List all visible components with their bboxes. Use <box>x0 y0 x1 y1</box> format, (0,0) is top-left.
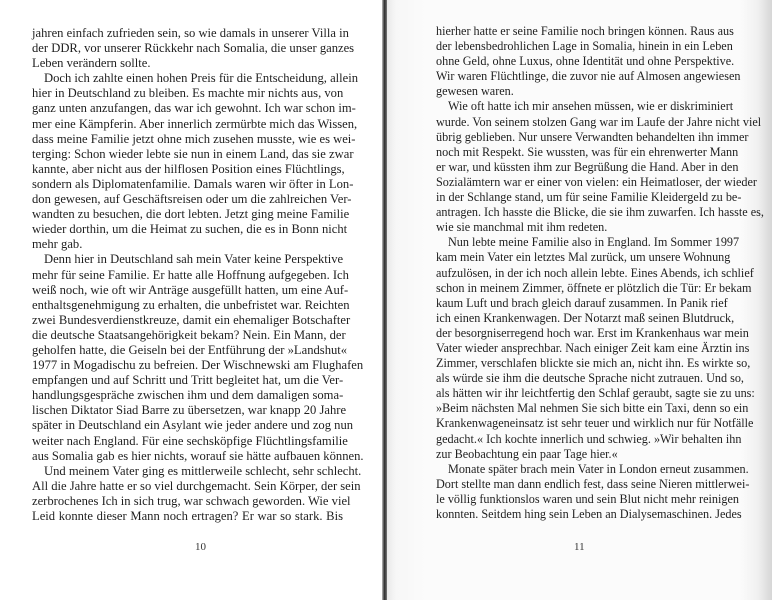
text-line: der besorgniserregend hoch war. Erst im Krankenhaus war mein <box>436 325 749 340</box>
text-line: le völlig funktionslos waren und sein Blut nicht mehr reinigen <box>436 491 739 506</box>
text-line: wie sie manchmal mit ihm redeten. <box>436 220 608 235</box>
text-line: Wir waren Flüchtlinge, die zuvor nie auf Almosen angewiesen <box>436 69 741 84</box>
book-spine <box>382 0 387 600</box>
text-line: sondern als Diplomatenfamilie. Damals waren wir öfter in Lon- <box>32 176 354 191</box>
text-line: übrig geblieben. Nur unsere Verwandten behandelten ihn immer <box>436 129 749 144</box>
text-line: don gewesen, auf Geschäftsreisen oder um die zahlreichen Ver- <box>32 192 352 207</box>
text-line: lischen Diktator Siad Barre zu übersetzen, war knapp 20 Jahre <box>32 403 347 418</box>
text-line: enthaltsgenehmigung zu erhalten, die unbefristet war. Reichten <box>32 297 350 312</box>
text-line: der DDR, vor unserer Rückkehr nach Somalia, die unser ganzes <box>32 41 355 56</box>
text-line: konnten. Seitdem hing sein Leben an Dialysemaschinen. Jedes <box>436 507 742 521</box>
text-line: »Beim nächsten Mal nehmen Sie sich bitte ein Taxi, denn so ein <box>436 401 749 416</box>
text-line: weiß noch, wie oft wir Anträge ausgefüllt hatten, um eine Auf- <box>32 282 349 297</box>
text-line: als hätten wir ihr leichtfertig den Schlaf geraubt, sagte sie zu uns: <box>436 386 755 401</box>
text-line: der lebensbedrohlichen Lage in Somalia, hinein in ein Leben <box>436 39 733 54</box>
text-line: Leid konnte dieser Mann noch ertragen? Er war so stark. Bis <box>32 509 343 523</box>
text-line: mer eine Kämpferin. Aber innerlich zermürbte mich das Wissen, <box>32 116 358 131</box>
text-line: mehr für seine Familie. Er hatte alle Hoffnung aufgegeben. Ich <box>32 267 349 282</box>
text-line: Doch ich zahlte einen hohen Preis für die Entscheidung, allein <box>44 71 359 86</box>
text-line: die deutsche Staatsangehörigkeit bekam? Nein. Ein Mann, der <box>32 327 346 342</box>
text-line: noch mit Respekt. Sie wussten, was für ein ehrenwerter Mann <box>436 144 739 159</box>
text-line: ganz unten anzufangen, das war ich gewohnt. Ich war schon im- <box>32 101 356 116</box>
text-line: kaum Luft und brach gleich darauf zusammen. In Panik rief <box>436 295 728 310</box>
text-line: empfangen und auf Schritt und Tritt begleitet hat, um die Ver- <box>32 373 344 388</box>
text-line: Dort stellte man dann endlich fest, dass seine Nieren mittlerwei- <box>436 476 750 491</box>
text-line: wandten zu besuchen, die dort lebten. Jetzt ging meine Familie <box>32 207 350 222</box>
text-line: gewesen waren. <box>436 84 514 99</box>
right-page-text <box>436 24 764 522</box>
text-line: Wie oft hatte ich mir ansehen müssen, wie er diskriminiert <box>448 99 734 114</box>
text-line: wurde. Von seinem stolzen Gang war im Laufe der Jahre nicht viel <box>436 114 762 129</box>
text-line: als würde sie ihm die deutsche Sprache nicht zutrauen. Und so, <box>436 371 744 386</box>
text-line: antragen. Ich hasste die Blicke, die sie ihm zuwarfen. Ich hasste es, <box>436 205 764 220</box>
text-line: hier in Deutschland zu bleiben. Es machte mir nichts aus, von <box>32 86 344 101</box>
text-line: zur Beobachtung ein paar Tage hier.« <box>436 446 618 461</box>
text-line: All die Jahre hatte er so viel durchgemacht. Sein Körper, der sein <box>32 478 361 493</box>
left-page-text <box>32 26 364 524</box>
text-line: terging: Schon wieder lebte sie nun in einem Land, das sie zwar <box>32 146 354 161</box>
text-line: Monate später brach mein Vater in London erneut zusammen. <box>448 461 749 476</box>
page-number-left: 10 <box>195 541 206 553</box>
text-line: Und meinem Vater ging es mittlerweile schlecht, sehr schlecht. <box>44 463 362 478</box>
text-line: schon in meinem Zimmer, öffnete er plötzlich die Tür: Er bekam <box>436 280 752 295</box>
text-line: 1977 in Mogadischu zu befreien. Der Wischnewski am Flughafen <box>32 358 364 373</box>
text-line: ohne Geld, ohne Luxus, ohne Identität und ohne Perspektive. <box>436 54 735 69</box>
text-line: handlungsgespräche zwischen ihm und dem damaligen soma- <box>32 388 344 403</box>
text-line: Krankenwageneinsatz ist sehr teuer und wirklich nur für Notfälle <box>436 416 754 431</box>
text-line: in der Schlange stand, um für seine Familie Kleidergeld zu be- <box>436 190 742 205</box>
left-page <box>0 0 384 600</box>
text-line: jahren einfach zufrieden sein, so wie damals in unserer Villa in <box>32 26 349 40</box>
text-line: Vater wieder ansprechbar. Nach einiger Zeit kam eine Ärztin ins <box>436 340 750 355</box>
text-line: zwei Bundesverdienstkreuze, damit ein ehemaliger Botschafter <box>32 312 351 327</box>
text-line: gedacht.« Ich kochte innerlich und schwieg. »Wir behalten ihn <box>436 431 742 446</box>
text-line: Denn hier in Deutschland sah mein Vater keine Perspektive <box>44 252 344 267</box>
text-line: aufzulösen, in der ich noch allein lebte. Eines Abends, ich schlief <box>436 265 754 280</box>
right-page <box>386 0 772 600</box>
text-line: später in Deutschland ein Asylant wie jeder andere und zog nun <box>32 418 354 433</box>
text-line: Zimmer, verschlafen blickte sie mich an, nicht ihn. Es wirkte so, <box>436 356 751 371</box>
text-line: Leben verändern sollte. <box>32 56 151 71</box>
text-line: Nun lebte meine Familie also in England. Im Sommer 1997 <box>448 235 740 250</box>
text-line: mehr gab. <box>32 237 83 252</box>
text-line: Sozialämtern war er einer von vielen: ein Heimatloser, der wieder <box>436 174 757 189</box>
text-line: wieder dorthin, um die Heimat zu suchen, die es in Bonn nicht <box>32 222 348 237</box>
text-line: zerbrochenes Ich in sich trug, war schwach geworden. Wie viel <box>32 493 351 508</box>
text-line: aus Somalia gab es hier nichts, worauf sie hätte aufbauen können. <box>32 448 364 463</box>
text-line: hierher hatte er seine Familie noch bringen können. Raus aus <box>436 24 734 38</box>
text-line: ich einen Krankenwagen. Der Notarzt maß seinen Blutdruck, <box>436 310 735 325</box>
text-line: geholfen hatte, die Geiseln bei der Entführung der »Landshut« <box>32 342 348 357</box>
text-line: weiter nach England. Für eine sechsköpfige Flüchtlingsfamilie <box>32 433 348 448</box>
text-line: kannte, aber nicht aus der hilflosen Position eines Flüchtlings, <box>32 161 345 176</box>
text-line: kam mein Vater ein letztes Mal zurück, um unsere Wohnung <box>436 250 731 265</box>
text-line: dass meine Familie jetzt ohne mich zusehen musste, wie es wei- <box>32 131 356 146</box>
page-number-right: 11 <box>574 541 585 553</box>
text-line: er war, und küssten ihm zur Begrüßung die Hand. Aber in den <box>436 159 739 174</box>
